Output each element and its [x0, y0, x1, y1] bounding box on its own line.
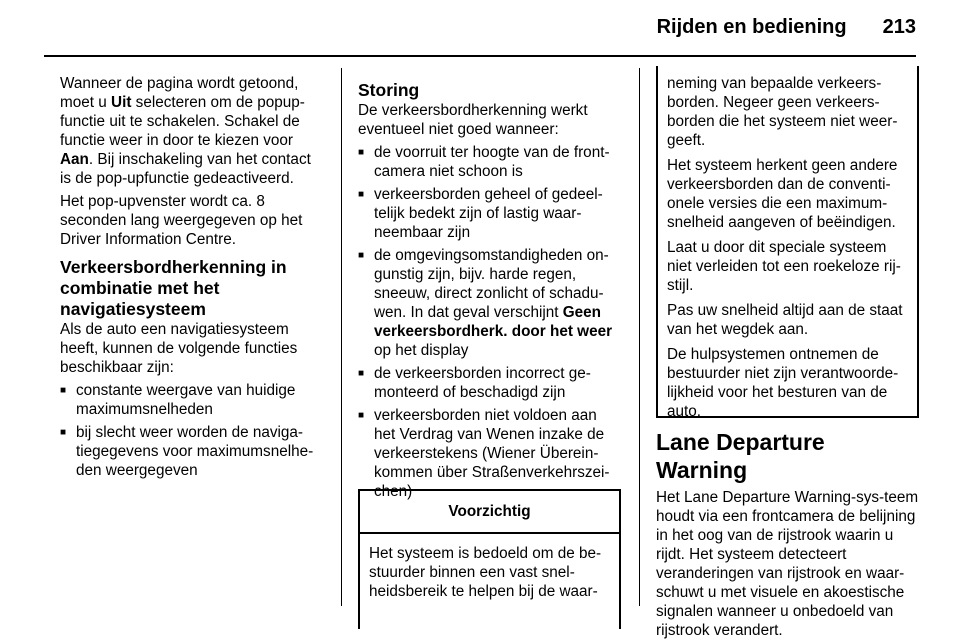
- caution-box-continued: [656, 66, 919, 418]
- column-divider-1: [341, 68, 342, 606]
- list-item: ■ de omgevingsomstandigheden on-gunstig zijn, bijv. harde regen, sneeuw, direct zonlicht of schadu-wen. In dat geval verschijnt Geen verkeersbordherk. door het weer op het display: [358, 246, 621, 360]
- section-heading-navigation: Verkeersbordherkenning in combinatie met het navigatiesysteem: [60, 257, 287, 319]
- column-2: [358, 80, 621, 505]
- caution-paragraph: Het systeem herkent geen andere verkeersborden dan de conventi-onele versies die een maximum-snelheid aangeven of beëindigen.: [667, 157, 898, 231]
- column-3-lower: [656, 420, 919, 644]
- paragraph-popup-duration: Het pop-upvenster wordt ca. 8 seconden lang weergegeven op het Driver Information Centre.: [60, 193, 303, 248]
- caution-paragraph: De hulpsystemen ontnemen de bestuurder niet zijn verantwoorde-lijkheid voor het besturen van de auto.: [667, 346, 899, 420]
- page-header: [657, 18, 916, 37]
- section-heading-lane-departure: Lane Departure Warning: [656, 429, 825, 483]
- paragraph-storing-intro: De verkeersbordherkenning werkt eventueel niet goed wanneer:: [358, 102, 588, 138]
- storing-list: [358, 143, 621, 501]
- column-divider-2: [639, 68, 640, 606]
- list-item: ■ verkeersborden niet voldoen aan het Verdrag van Wenen inzake de verkeerstekens (Wiener Überein-kommen über Straßenverkehrszei-chen): [358, 406, 621, 501]
- caution-title: Voorzichtig: [360, 491, 619, 534]
- caution-box: [358, 489, 621, 629]
- caution-paragraph: Pas uw snelheid altijd aan de staat van het wegdek aan.: [667, 302, 903, 338]
- page-number: 213: [882, 16, 916, 38]
- list-item: ■ de voorruit ter hoogte van de front-camera niet schoon is: [358, 143, 621, 181]
- header-rule: [44, 55, 916, 57]
- list-item: ■ verkeersborden geheel of gedeel-telijk bedekt zijn of lastig waar-neembaar zijn: [358, 185, 621, 242]
- navigation-feature-list: [60, 381, 323, 480]
- chapter-title: Rijden en bediening: [656, 16, 847, 38]
- paragraph-lane-departure: Het Lane Departure Warning-sys-teem houdt via een frontcamera de belijning in het oog van de rijstrook waarin u rijdt. Het systeem detecteert veranderingen van rijstrook en waar-schuwt u met visuele en akoestische signalen wanneer u onbedoeld van rijstrook verandert.: [656, 489, 919, 639]
- caution-paragraph: Laat u door dit speciale systeem niet verleiden tot een roekeloze rij-stijl.: [667, 239, 901, 294]
- section-heading-storing: Storing: [358, 80, 420, 100]
- column-1: [60, 74, 323, 484]
- caution-text: Het systeem is bedoeld om de be-stuurder binnen een vast snel-heidsbereik te helpen bij de waar-: [369, 545, 602, 600]
- paragraph-popup: Wanneer de pagina wordt getoond, moet u Uit selecteren om de popup-functie uit te schakelen. Schakel de functie weer in door te kiezen voor Aan. Bij inschakeling van het contact is de pop-upfunctie gedeactiveerd.: [60, 75, 311, 187]
- list-item: ■ de verkeersborden incorrect ge-monteerd of beschadigd zijn: [358, 364, 621, 402]
- caution-paragraph: neming van bepaalde verkeers-borden. Negeer geen verkeers-borden die het systeem niet weer-geeft.: [667, 75, 898, 149]
- list-item: ■ bij slecht weer worden de naviga-tiegegevens voor maximumsnelhe-den weergegeven: [60, 423, 323, 480]
- paragraph-navigation-intro: Als de auto een navigatiesysteem heeft, kunnen de volgende functies beschikbaar zijn:: [60, 321, 298, 376]
- list-item: ■ constante weergave van huidige maximumsnelheden: [60, 381, 323, 419]
